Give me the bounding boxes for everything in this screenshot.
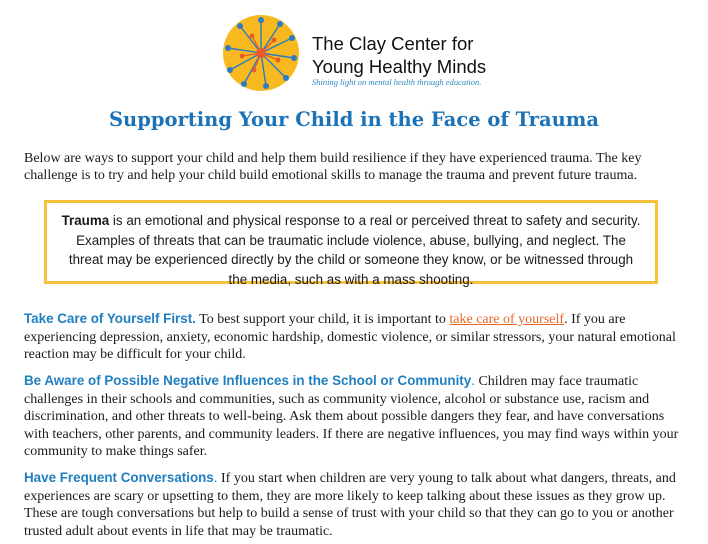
section-text: . If you are experiencing depression, anxiety, economic hardship, domestic violence, or similar stressors, your natural emotional reaction may be difficult for your child. bbox=[24, 312, 676, 363]
take-care-of-yourself-link[interactable]: take care of yourself bbox=[449, 312, 565, 327]
org-name-line1: The Clay Center for bbox=[312, 33, 474, 54]
section-text: Children may face traumatic challenges in their schools and communities, such as community violence, alcohol or substance use, racism and discrimination, and other threats to well-being. Ask them about possible dangers they fear, and have conversations with teachers, other parents, and community leaders. If there are negative influences, you may find ways within your community to make things safer. bbox=[24, 374, 679, 460]
callout-term: Trauma bbox=[61, 213, 110, 228]
section-heading: Have Frequent Conversations bbox=[24, 470, 214, 485]
section-heading: Be Aware of Possible Negative Influences in the School or Community bbox=[24, 373, 472, 388]
section-text: If you start when children are very young to talk about what dangers, threats, and experiences are scary or upsetting to them, they are more likely to keep talking about these issues as they grow up. These are tough conversations but help to build a sense of trust with your child so that they can go to you or another trusted adult about events in life that may be traumatic. bbox=[24, 471, 676, 539]
org-name bbox=[312, 32, 486, 78]
page-title: Supporting Your Child in the Face of Trauma bbox=[108, 108, 600, 131]
section-negative-influences bbox=[24, 372, 692, 461]
section-frequent-conversations bbox=[24, 469, 692, 540]
callout-definition: is an emotional and physical response to a real or perceived threat to safety and security. Examples of threats that can be traumatic include violence, abuse, bullying, and neglect. The threat may be experienced directly by the child or someone they know, or be witnessed through the media, such as with a mass shooting. bbox=[68, 213, 641, 287]
org-name-line2: Young Healthy Minds bbox=[312, 56, 487, 77]
clay-center-logo bbox=[222, 14, 300, 92]
section-heading: Take Care of Yourself First. bbox=[24, 311, 196, 326]
section-heading-punct: . bbox=[213, 470, 218, 485]
section-heading-punct: . bbox=[471, 373, 475, 388]
section-text: To best support your child, it is important to bbox=[195, 312, 450, 327]
trauma-definition-box bbox=[44, 200, 658, 287]
intro-paragraph: Below are ways to support your child and help them build resilience if they have experienced trauma. The key challenge is to try and help your child build emotional skills to manage the trauma and prevent future trauma. bbox=[24, 151, 642, 183]
header bbox=[222, 14, 522, 94]
section-take-care bbox=[24, 310, 692, 364]
tagline: Shining light on mental health through education. bbox=[312, 77, 482, 87]
